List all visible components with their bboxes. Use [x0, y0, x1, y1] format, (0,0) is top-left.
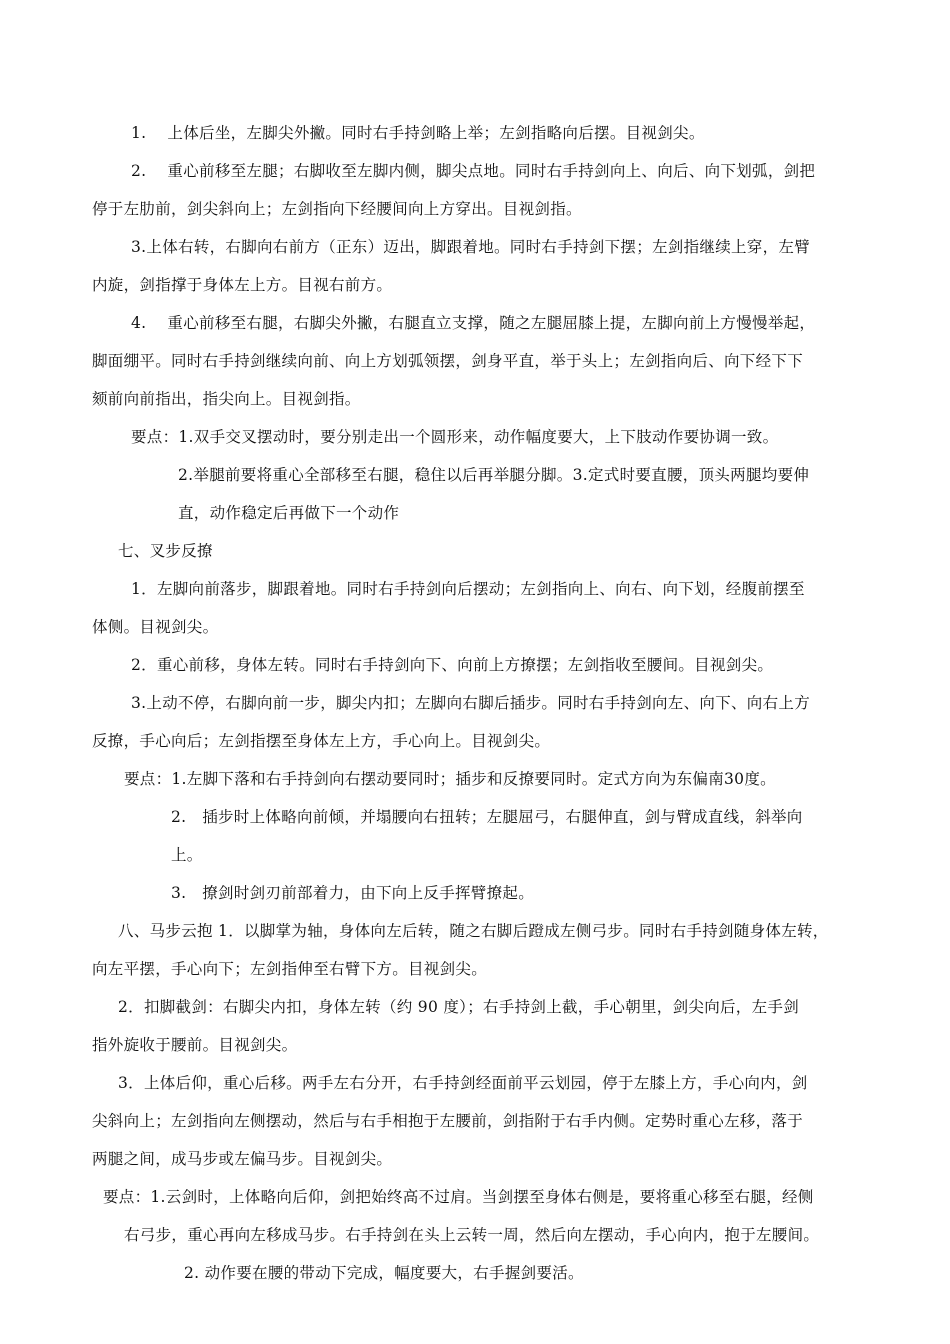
- text-line: 内旋，剑指撑于身体左上方。目视右前方。: [92, 276, 393, 294]
- text-line: 右弓步，重心再向左移成马步。右手持剑在头上云转一周，然后向左摆动，手心向内，抱于左腰间。: [124, 1226, 820, 1244]
- text-line: 1. 上体后坐，左脚尖外撇。同时右手持剑略上举；左剑指略向后摆。目视剑尖。: [131, 124, 705, 142]
- text-line: 直，动作稳定后再做下一个动作: [178, 504, 400, 522]
- text-line: 反撩，手心向后；左剑指摆至身体左上方，手心向上。目视剑尖。: [92, 732, 551, 750]
- text-line: 2.举腿前要将重心全部移至右腿，稳住以后再举腿分脚。3.定式时要直腰，顶头两腿均要伸: [178, 466, 810, 484]
- text-line: 2. 动作要在腰的带动下完成，幅度要大，右手握剑要活。: [184, 1264, 584, 1282]
- text-line: 3. 撩剑时剑刃前部着力，由下向上反手挥臂撩起。: [171, 884, 534, 902]
- text-line: 要点：1.左脚下落和右手持剑向右摆动要同时；插步和反撩要同时。定式方向为东偏南30度。: [124, 770, 776, 788]
- text-line: 两腿之间，成马步或左偏马步。目视剑尖。: [92, 1150, 393, 1168]
- text-line: 要点：1.云剑时，上体略向后仰，剑把始终高不过肩。当剑摆至身体右侧是，要将重心移至右腿，经侧: [103, 1188, 814, 1206]
- text-line: 脚面绷平。同时右手持剑继续向前、向上方划弧领摆，剑身平直，举于头上；左剑指向后、向下经下下: [92, 352, 804, 370]
- section-heading: 七、叉步反撩: [118, 542, 213, 560]
- text-line: 1．左脚向前落步，脚跟着地。同时右手持剑向后摆动；左剑指向上、向右、向下划，经腹前摆至: [131, 580, 805, 598]
- text-line: 向左平摆，手心向下；左剑指伸至右臂下方。目视剑尖。: [92, 960, 488, 978]
- text-line: 2. 插步时上体略向前倾，并塌腰向右扭转；左腿屈弓，右腿伸直，剑与臂成直线，斜举向: [171, 808, 803, 826]
- text-line: 3.上体右转，右脚向右前方（正东）迈出，脚跟着地。同时右手持剑下摆；左剑指继续上穿，左臂: [131, 238, 810, 256]
- text-line: 要点：1.双手交叉摆动时，要分别走出一个圆形来，动作幅度要大，上下肢动作要协调一致。: [131, 428, 779, 446]
- text-line: 体侧。目视剑尖。: [92, 618, 219, 636]
- text-line: 2．扣脚截剑：右脚尖内扣，身体左转（约 90 度）；右手持剑上截，手心朝里，剑尖向后，左手剑: [118, 998, 799, 1016]
- text-line: 颏前向前指出，指尖向上。目视剑指。: [92, 390, 361, 408]
- text-line: 3.上动不停，右脚向前一步，脚尖内扣；左脚向右脚后插步。同时右手持剑向左、向下、向右上方: [131, 694, 810, 712]
- text-line: 上。: [171, 846, 203, 864]
- text-line: 3．上体后仰，重心后移。两手左右分开，右手持剑经面前平云划园，停于左膝上方，手心向内，剑: [118, 1074, 808, 1092]
- text-line: 指外旋收于腰前。目视剑尖。: [92, 1036, 298, 1054]
- text-line: 停于左肋前，剑尖斜向上；左剑指向下经腰间向上方穿出。目视剑指。: [92, 200, 582, 218]
- section-heading: 八、马步云抱 1．以脚掌为轴，身体向左后转，随之右脚后蹬成左侧弓步。同时右手持剑随身体左转，: [118, 922, 829, 940]
- text-line: 2．重心前移，身体左转。同时右手持剑向下、向前上方撩摆；左剑指收至腰间。目视剑尖。: [131, 656, 774, 674]
- text-line: 2. 重心前移至左腿；右脚收至左脚内侧，脚尖点地。同时右手持剑向上、向后、向下划弧，剑把: [131, 162, 816, 180]
- text-line: 尖斜向上；左剑指向左侧摆动，然后与右手相抱于左腰前，剑指附于右手内侧。定势时重心左移，落于: [92, 1112, 804, 1130]
- text-line: 4. 重心前移至右腿，右脚尖外撇，右腿直立支撑，随之左腿屈膝上提，左脚向前上方慢慢举起，: [131, 314, 816, 332]
